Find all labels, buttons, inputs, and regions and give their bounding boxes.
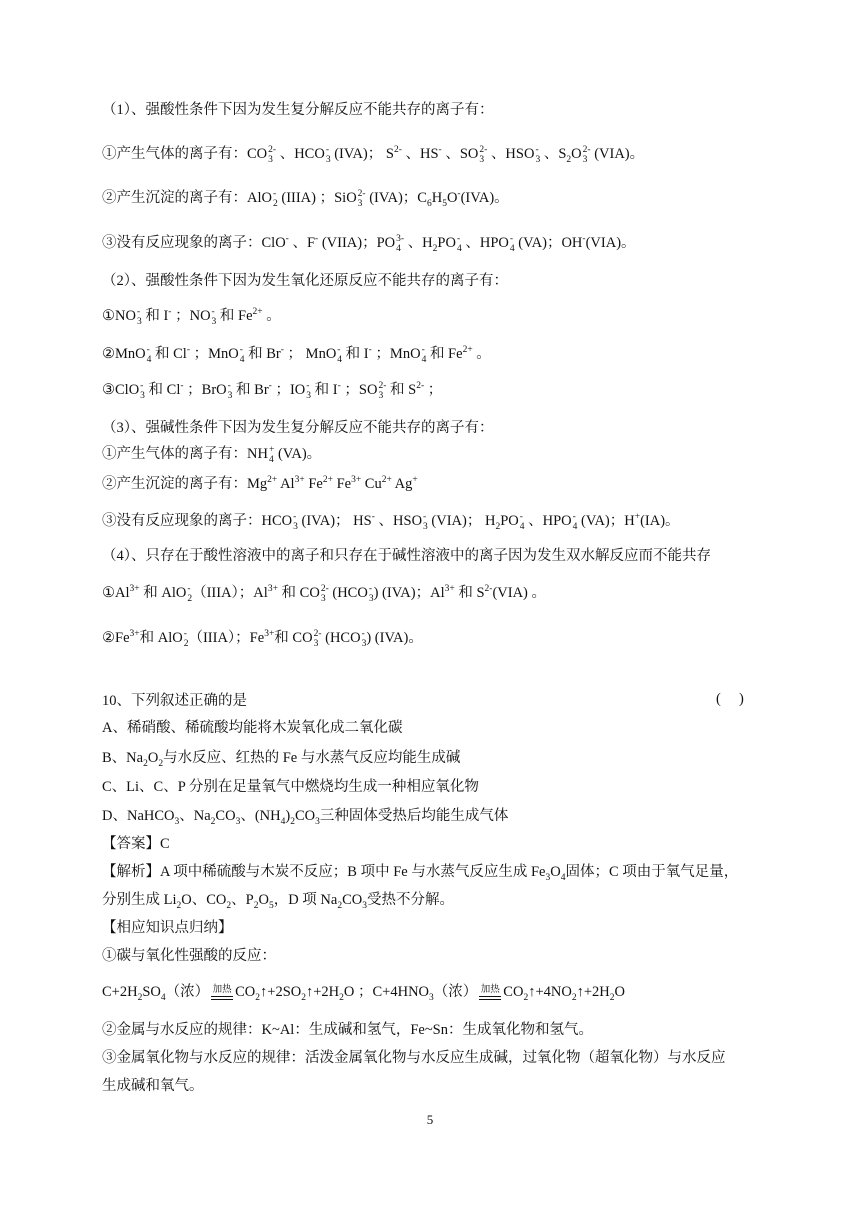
s2-line-3: ③ClO - 3 和 Cl- ；BrO - 3 和 Br- ；IO - 3 和 I- ；SO 2- 3 和 $S^{2-}$ ； <box>102 380 443 401</box>
s1-gas-ions: ①产生气体的离子有：CO 2- 3 、HCO - 3 (IVA)； $S^{2-}$ 、HS- 、SO 2- 3 、HSO - 3 、$S_2O$ 2- 3 (VIA)。 <box>102 144 645 165</box>
q10-answer-blank: ( ) <box>716 691 744 707</box>
s2-line-1: ①NO - 3 和 I- ；NO - 3 和 $Fe^{2+}$ 。 <box>102 306 281 327</box>
heating-condition: 加热 <box>479 985 501 1000</box>
knowledge-point-3-line-1: ③金属氧化物与水反应的规律：活泼金属氧化物与水反应生成碱，过氧化物（超氧化物）与水反应 <box>102 1050 726 1066</box>
q10-option-d: D、NaHCO$_3$、$Na_2CO_3$、$(NH_4)_2CO_3$三种固体受热后均能生成气体 <box>102 808 509 827</box>
q10-option-a: A、稀硝酸、稀硫酸均能将木炭氧化成二氧化碳 <box>102 720 403 736</box>
knowledge-point-2: ②金属与水反应的规律：K~Al：生成碱和氢气，Fe~Sn：生成氧化物和氢气。 <box>102 1022 593 1038</box>
s1-no-reaction-ions: ③没有反应现象的离子：ClO- 、F- (VIIA)；PO 3- 4 、$H_2PO$ - 4 、HPO - 4 (VA)；OH-(VIA)。 <box>102 233 636 254</box>
s4-line-1: $①Al^{3+}$ 和 AlO - 2 （IIIA）；$Al^{3+}$ 和 CO 2- 3 (HCO - 3 ) (IVA)；$Al^{3+}$ 和 $S^{2-}(VIA)$ 。 <box>102 583 547 604</box>
knowledge-point-1: ①碳与氧化性强酸的反应： <box>102 948 276 964</box>
knowledge-summary-heading: 【相应知识点归纳】 <box>102 920 233 936</box>
knowledge-point-3-line-2: 生成碱和氧气。 <box>102 1078 204 1094</box>
carbon-acid-equations: $C+2H_2SO_4$（浓） 加热 $CO_2↑+2SO_2↑+2H_2O$ ；$C+4HNO_3$（浓） 加热 $CO_2↑+4NO_2↑+2H_2O$ <box>102 984 625 1003</box>
q10-answer: 【答案】C <box>102 836 170 852</box>
section-3-title: （3）、强碱性条件下因为发生复分解反应不能共存的离子有： <box>102 420 494 436</box>
s4-line-2: $②Fe^{3+}$和 AlO - 2 （IIIA）；$Fe^{3+}$和 CO 2- 3 (HCO - 3 ) (IVA)。 <box>102 628 423 649</box>
section-1-title: （1）、强酸性条件下因为发生复分解反应不能共存的离子有： <box>102 102 494 118</box>
s3-precipitate-ions: ②产生沉淀的离子有：$Mg^{2+}$ $Al^{3+}$ $Fe^{2+}$ $Fe^{3+}$ $Cu^{2+}$ Ag+ <box>102 475 418 492</box>
q10-option-b: B、$Na_2O_2$与水反应、红热的 Fe 与水蒸气反应均能生成碱 <box>102 750 461 769</box>
s1-precipitate-ions: ②产生沉淀的离子有：AlO - 2 (IIIA) ；SiO 2- 3 (IVA)；$C_6H_5O^-(IVA)$。 <box>102 188 509 209</box>
q10-option-c: C、Li、C、P 分别在足量氧气中燃烧均生成一种相应氧化物 <box>102 779 479 795</box>
s3-gas-ions: ①产生气体的离子有：NH + 4 (VA)。 <box>102 444 322 465</box>
page-number: 5 <box>426 1112 434 1127</box>
q10-explanation-2: 分别生成 $Li_2O$、$CO_2$、$P_2O_5$，D 项 $Na_2CO_3$受热不分解。 <box>102 892 454 911</box>
s3-no-reaction-ions: ③没有反应现象的离子：HCO - 3 (IVA)； HS- 、HSO - 3 (VIA)； $H_2PO$ - 4 、HPO - 4 (VA)；H+(IA)。 <box>102 511 680 532</box>
s2-line-2: ②MnO - 4 和 Cl- ；MnO - 4 和 Br- ； MnO - 4 和 I- ；MnO - 4 和 $Fe^{2+}$ 。 <box>102 344 491 365</box>
heating-condition: 加热 <box>211 985 233 1000</box>
section-2-title: （2）、强酸性条件下因为发生氧化还原反应不能共存的离子有： <box>102 273 508 289</box>
q10-stem: 10、下列叙述正确的是 <box>102 693 247 709</box>
section-4-title: （4）、只存在于酸性溶液中的离子和只存在于碱性溶液中的离子因为发生双水解反应而不能共存 <box>102 548 711 564</box>
q10-explanation-1: 【解析】A 项中稀硫酸与木炭不反应；B 项中 Fe 与水蒸气反应生成 $Fe_3O_4$固体；C 项由于氧气足量， <box>102 864 739 883</box>
